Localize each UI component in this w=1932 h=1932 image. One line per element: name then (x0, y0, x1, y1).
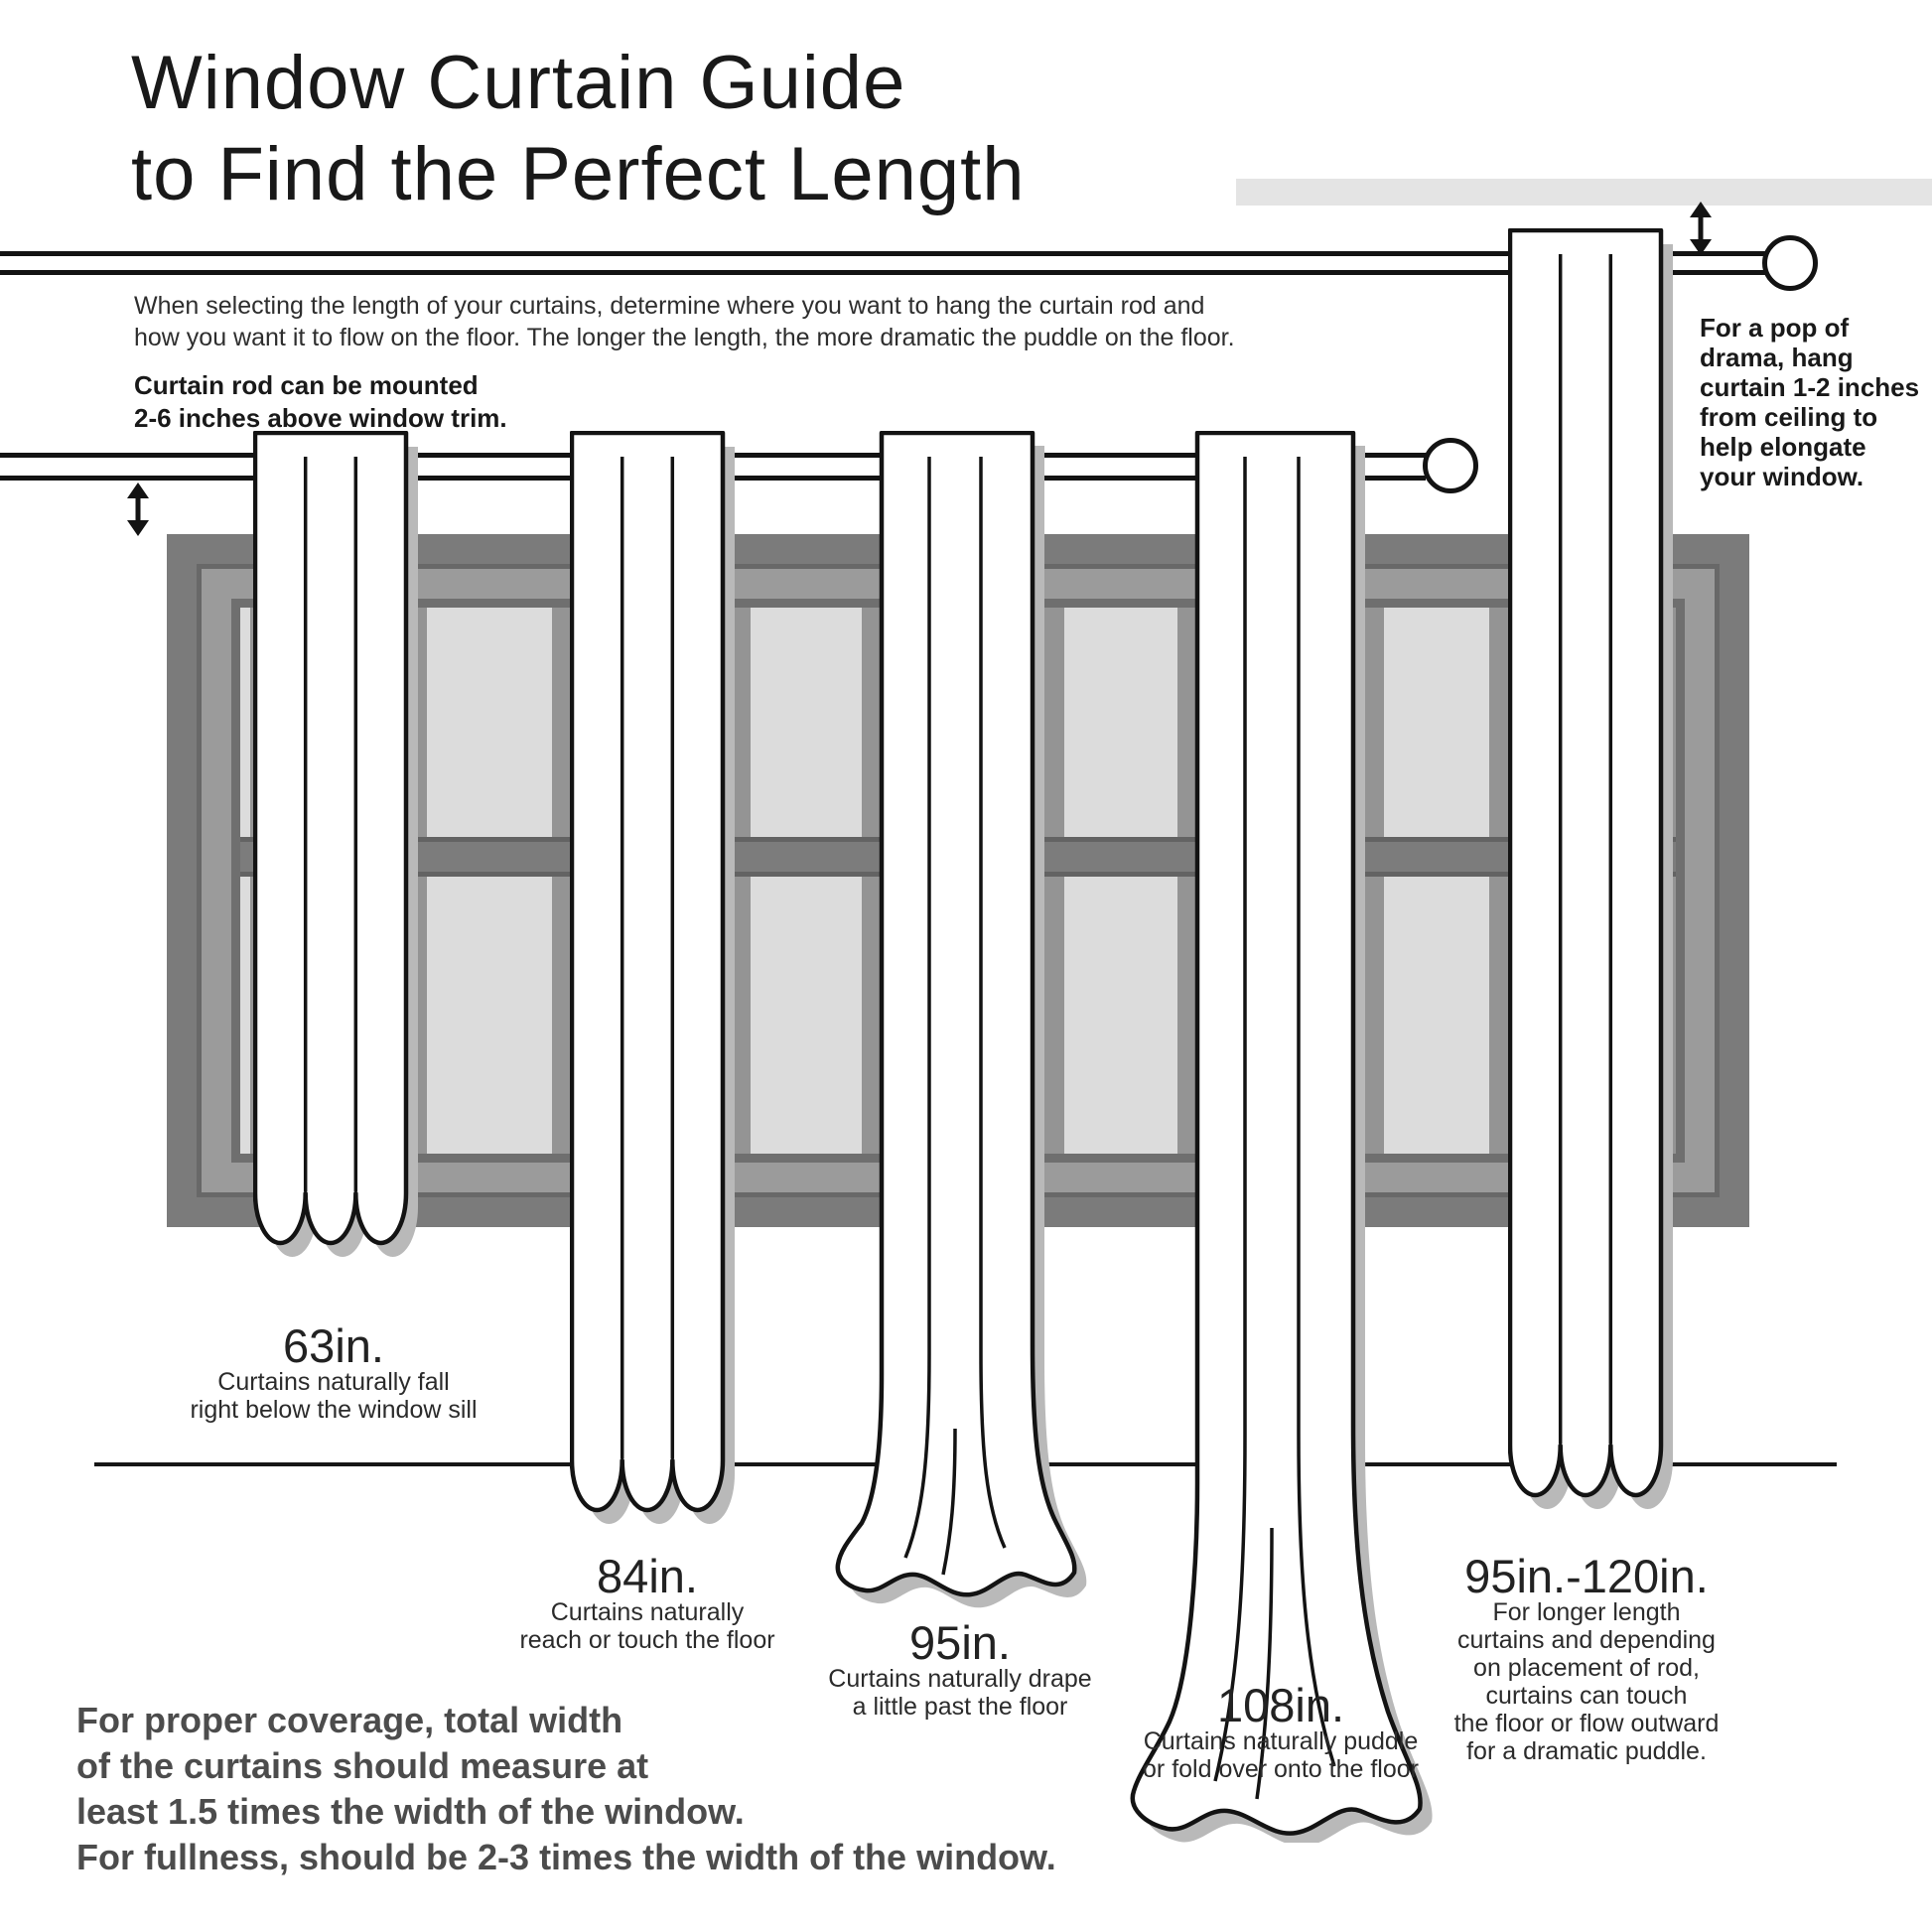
label-84in: 84in. (597, 1550, 698, 1602)
desc-line: right below the window sill (190, 1396, 478, 1424)
curtain-95-120in-graphic (1508, 228, 1677, 1525)
ceiling-gap-arrow-icon (1682, 202, 1720, 255)
ceiling-note-line: help elongate (1700, 432, 1866, 462)
ceiling-curtain-rod (0, 270, 1765, 275)
desc-line: on placement of rod, (1473, 1654, 1700, 1682)
ceiling-note-line: your window. (1700, 462, 1864, 491)
desc-63in (190, 1368, 477, 1424)
ceiling-curtain-rod (0, 251, 1765, 256)
curtain-84in-graphic (570, 431, 739, 1533)
desc-line: curtains can touch (1485, 1682, 1688, 1710)
page-title-line2: to Find the Perfect Length (131, 131, 1026, 216)
desc-line: for a dramatic puddle. (1466, 1737, 1707, 1765)
curtain-95in-graphic (824, 431, 1094, 1624)
desc-line: Curtains naturally drape (828, 1665, 1092, 1693)
mount-height-arrow-icon (119, 483, 157, 536)
desc-line: curtains and depending (1457, 1626, 1716, 1654)
coverage-note-line: least 1.5 times the width of the window. (76, 1791, 745, 1832)
desc-line: Curtains naturally fall (217, 1368, 450, 1396)
rod-note-line1: Curtain rod can be mounted (134, 370, 479, 400)
ceiling-note-line: For a pop of (1700, 313, 1850, 343)
desc-line: For longer length (1492, 1598, 1681, 1626)
ceiling-note-line: drama, hang (1700, 343, 1854, 372)
rod-note-line2: 2-6 inches above window trim. (134, 403, 507, 433)
ceiling-rod-finial (1762, 235, 1818, 291)
ceiling-note-line: curtain 1-2 inches (1700, 372, 1920, 402)
intro-paragraph (134, 290, 1235, 353)
ceiling-note-line: from ceiling to (1700, 402, 1878, 432)
intro-line1: When selecting the length of your curtains, determine where you want to hang the curtain rod and (134, 292, 1205, 320)
curtain-63in-graphic (253, 431, 422, 1275)
desc-line: Curtains naturally (550, 1598, 745, 1626)
coverage-note-line: of the curtains should measure at (76, 1745, 649, 1786)
desc-line: reach or touch the floor (519, 1626, 775, 1654)
desc-line: a little past the floor (852, 1693, 1068, 1721)
ceiling-bar (1236, 179, 1932, 206)
label-95in: 95in. (909, 1616, 1011, 1669)
page-title-line1: Window Curtain Guide (131, 41, 906, 125)
desc-line: or fold over onto the floor (1143, 1755, 1419, 1783)
label-108in: 108in. (1216, 1679, 1345, 1731)
desc-84in (519, 1598, 774, 1654)
desc-line: Curtains naturally puddle (1143, 1727, 1419, 1755)
curtain-108in-graphic (1112, 431, 1457, 1843)
page-title (131, 38, 1026, 220)
coverage-note-line: For fullness, should be 2-3 times the width of the window. (76, 1837, 1056, 1877)
ceiling-drama-note (1700, 313, 1919, 491)
intro-line2: how you want it to flow on the floor. The longer the length, the more dramatic the puddle on the floor. (134, 324, 1235, 351)
coverage-note-line: For proper coverage, total width (76, 1700, 623, 1740)
rod-mounting-note (134, 369, 507, 435)
desc-line: the floor or flow outward (1453, 1710, 1720, 1737)
label-63in: 63in. (283, 1319, 384, 1372)
label-95-120in: 95in.-120in. (1464, 1550, 1709, 1602)
desc-108in (1143, 1727, 1419, 1783)
desc-95-120in (1454, 1598, 1720, 1765)
coverage-note (76, 1698, 1056, 1880)
